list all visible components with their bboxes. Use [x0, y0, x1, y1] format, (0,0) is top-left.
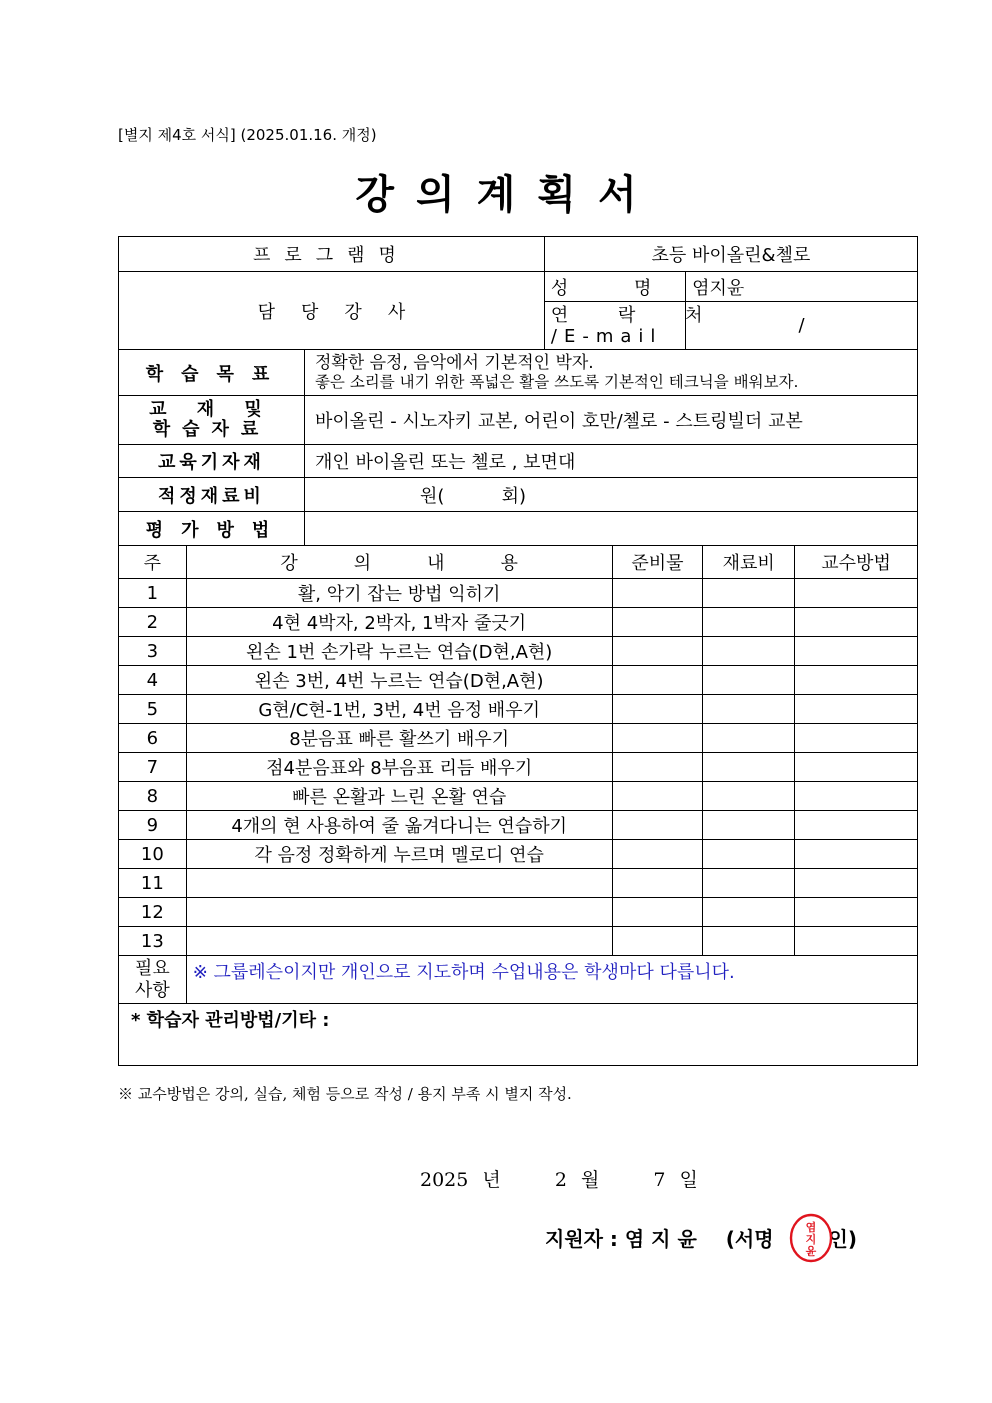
sign-close: 인) — [828, 1227, 857, 1251]
date-day-unit: 일 — [679, 1169, 698, 1191]
preparation-cell — [612, 637, 703, 666]
lecture-content: 4현 4박자, 2박자, 1박자 줄긋기 — [186, 608, 612, 637]
lecture-content: 활, 악기 잡는 방법 익히기 — [186, 579, 612, 608]
program-name-label: 프로그램명 — [119, 237, 545, 272]
preparation-cell — [612, 927, 703, 956]
schedule-rows — [119, 579, 918, 956]
date-day: 7 — [653, 1169, 666, 1191]
preparation-header: 준비물 — [612, 546, 703, 579]
schedule-row — [119, 782, 918, 811]
lecture-content: G현/C현-1번, 3번, 4번 음정 배우기 — [186, 695, 612, 724]
lecture-content — [186, 869, 612, 898]
method-cell — [795, 695, 918, 724]
date-month-unit: 월 — [580, 1169, 600, 1191]
preparation-cell — [612, 869, 703, 898]
learning-goal-line1: 정확한 음정, 음악에서 기본적인 박자. — [314, 352, 594, 373]
week-number: 13 — [119, 927, 187, 956]
fee-cell — [703, 753, 795, 782]
material-fee-value: 원( 회) — [304, 478, 917, 512]
fee-cell — [703, 579, 795, 608]
applicant-label: 지원자 : 염 지 윤 — [545, 1227, 697, 1251]
evaluation-value — [304, 512, 917, 546]
form-number-label: [별지 제4호 서식] (2025.01.16. 개정) — [118, 126, 377, 144]
week-number: 11 — [119, 869, 187, 898]
week-number: 9 — [119, 811, 187, 840]
schedule-row — [119, 840, 918, 869]
lecture-content: 빠른 온활과 느린 온활 연습 — [186, 782, 612, 811]
week-number: 7 — [119, 753, 187, 782]
schedule-row — [119, 927, 918, 956]
schedule-row — [119, 811, 918, 840]
contact-label-line2: /E-mail — [550, 325, 663, 347]
fee-cell — [703, 927, 795, 956]
schedule-row — [119, 695, 918, 724]
fee-cell — [703, 782, 795, 811]
method-cell — [795, 869, 918, 898]
date-year-unit: 년 — [482, 1169, 501, 1191]
footnote: ※ 교수방법은 강의, 실습, 체험 등으로 작성 / 용지 부족 시 별지 작성. — [118, 1085, 572, 1103]
fee-cell — [703, 608, 795, 637]
lecture-content: 4개의 현 사용하여 줄 옮겨다니는 연습하기 — [186, 811, 612, 840]
method-cell — [795, 927, 918, 956]
program-name-value: 초등 바이올린&첼로 — [544, 237, 917, 272]
fee-cell — [703, 666, 795, 695]
preparation-cell — [612, 666, 703, 695]
fee-cell — [703, 724, 795, 753]
sign-open: (서명 — [725, 1227, 774, 1251]
schedule-row — [119, 753, 918, 782]
fee-cell — [703, 811, 795, 840]
date-line — [420, 1165, 698, 1192]
week-number: 10 — [119, 840, 187, 869]
preparation-cell — [612, 898, 703, 927]
method-cell — [795, 782, 918, 811]
contact-label — [544, 302, 725, 350]
method-header: 교수방법 — [795, 546, 918, 579]
date-year: 2025 — [420, 1169, 469, 1191]
requirements-value: ※ 그룹레슨이지만 개인으로 지도하며 수업내용은 학생마다 다릅니다. — [186, 956, 917, 1004]
svg-text:염: 염 — [805, 1221, 817, 1234]
lecture-content: 8분음표 빠른 활쓰기 배우기 — [186, 724, 612, 753]
fee-cell — [703, 898, 795, 927]
svg-text:윤: 윤 — [805, 1245, 817, 1258]
week-number: 3 — [119, 637, 187, 666]
contact-label-line1: 연 락 처 — [550, 304, 725, 326]
preparation-cell — [612, 811, 703, 840]
method-cell — [795, 608, 918, 637]
date-month: 2 — [554, 1169, 567, 1191]
lecture-content: 왼손 3번, 4번 누르는 연습(D현,A현) — [186, 666, 612, 695]
method-cell — [795, 898, 918, 927]
materials-value: 바이올린 - 시노자키 교본, 어린이 호만/첼로 - 스트링빌더 교본 — [304, 396, 917, 445]
equipment-label: 교육기자재 — [119, 445, 305, 478]
document-title: 강의계획서 — [355, 172, 659, 218]
materials-label-line2: 학습자료 — [152, 419, 271, 440]
lecture-plan-table — [118, 236, 918, 1066]
requirements-label-line2: 사항 — [134, 979, 170, 1001]
equipment-value: 개인 바이올린 또는 첼로 , 보면대 — [304, 445, 917, 478]
week-number: 2 — [119, 608, 187, 637]
schedule-row — [119, 637, 918, 666]
instructor-label: 담당강사 — [119, 272, 545, 350]
method-cell — [795, 724, 918, 753]
fee-cell — [703, 637, 795, 666]
requirements-label — [119, 956, 187, 1004]
week-header: 주 — [119, 546, 187, 579]
instructor-name-value: 염지윤 — [686, 272, 918, 302]
learning-goal-line2: 좋은 소리를 내기 위한 폭넓은 활을 쓰도록 기본적인 테크닉을 배워보자. — [314, 372, 799, 391]
method-cell — [795, 753, 918, 782]
evaluation-label: 평가방법 — [119, 512, 305, 546]
management-label: * 학습자 관리방법/기타 : — [119, 1004, 918, 1066]
lecture-content: 각 음정 정확하게 누르며 멜로디 연습 — [186, 840, 612, 869]
fee-header: 재료비 — [703, 546, 795, 579]
method-cell — [795, 637, 918, 666]
schedule-row — [119, 666, 918, 695]
preparation-cell — [612, 579, 703, 608]
schedule-row — [119, 608, 918, 637]
requirements-label-line1: 필요 — [134, 957, 170, 979]
fee-cell — [703, 869, 795, 898]
method-cell — [795, 666, 918, 695]
preparation-cell — [612, 724, 703, 753]
lecture-content — [186, 927, 612, 956]
fee-cell — [703, 840, 795, 869]
material-fee-label: 적정재료비 — [119, 478, 305, 512]
week-number: 8 — [119, 782, 187, 811]
preparation-cell — [612, 840, 703, 869]
lecture-content — [186, 898, 612, 927]
schedule-row — [119, 579, 918, 608]
preparation-cell — [612, 608, 703, 637]
preparation-cell — [612, 782, 703, 811]
preparation-cell — [612, 695, 703, 724]
schedule-row — [119, 898, 918, 927]
week-number: 12 — [119, 898, 187, 927]
svg-text:지: 지 — [805, 1233, 817, 1246]
preparation-cell — [612, 753, 703, 782]
materials-label — [119, 396, 305, 445]
method-cell — [795, 840, 918, 869]
learning-goal-label: 학습목표 — [119, 350, 305, 396]
content-header: 강의내용 — [186, 546, 612, 579]
schedule-row — [119, 869, 918, 898]
method-cell — [795, 811, 918, 840]
week-number: 4 — [119, 666, 187, 695]
contact-value: / — [686, 302, 918, 350]
week-number: 5 — [119, 695, 187, 724]
seal-stamp — [789, 1213, 833, 1263]
materials-label-line1: 교 재 및 — [149, 399, 274, 420]
method-cell — [795, 579, 918, 608]
week-number: 6 — [119, 724, 187, 753]
instructor-name-label: 성 명 — [544, 272, 685, 302]
schedule-row — [119, 724, 918, 753]
lecture-content: 점4분음표와 8부음표 리듬 배우기 — [186, 753, 612, 782]
learning-goal-value — [304, 350, 917, 396]
fee-cell — [703, 695, 795, 724]
week-number: 1 — [119, 579, 187, 608]
lecture-content: 왼손 1번 손가락 누르는 연습(D현,A현) — [186, 637, 612, 666]
